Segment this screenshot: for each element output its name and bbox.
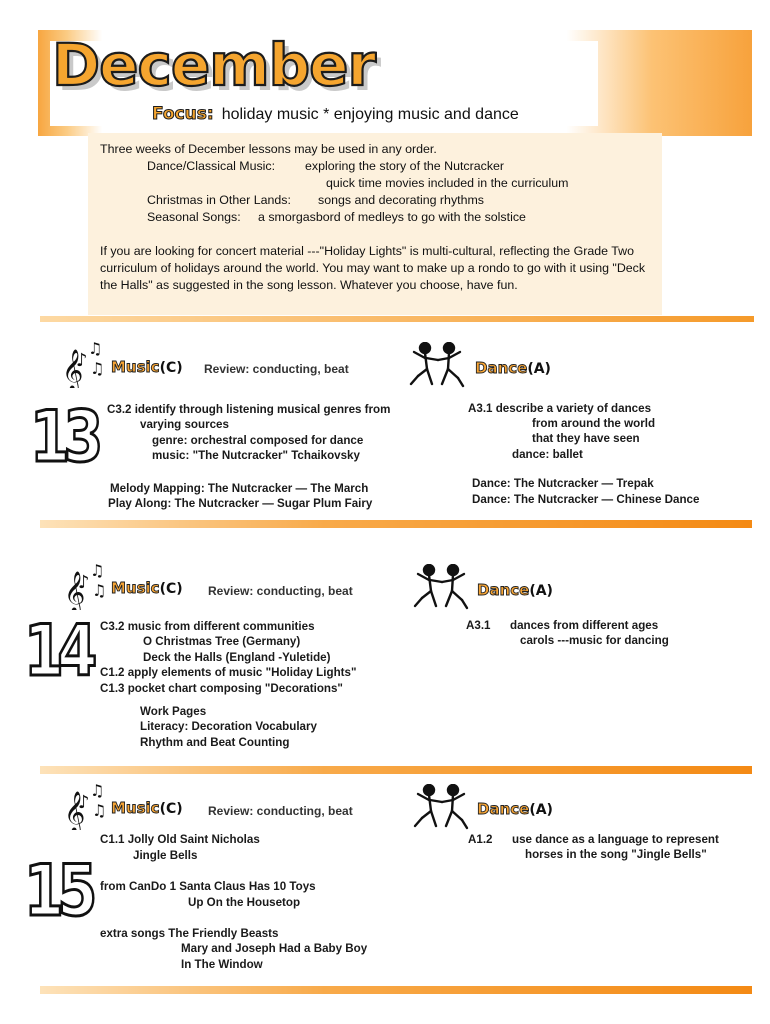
dance-heading xyxy=(475,359,551,377)
dancing-figures-icon xyxy=(408,342,466,388)
music-label: Music xyxy=(111,579,160,597)
divider-bar xyxy=(40,316,754,322)
dance-line: from around the world xyxy=(532,417,656,430)
music-line: Literacy: Decoration Vocabulary xyxy=(140,720,317,733)
music-line: varying sources xyxy=(140,418,229,431)
music-line: Melody Mapping: The Nutcracker — The March xyxy=(110,482,369,495)
intro-line: quick time movies included in the curriculum xyxy=(326,176,569,190)
music-notes-clef-icon xyxy=(60,336,112,388)
music-line: C1.3 pocket chart composing "Decorations" xyxy=(100,682,343,695)
dance-label: Dance xyxy=(477,581,530,599)
music-heading xyxy=(111,579,183,597)
dance-line: A3.1 describe a variety of dances xyxy=(468,402,652,415)
focus-text: holiday music * enjoying music and dance xyxy=(221,106,519,123)
music-line: genre: orchestral composed for dance xyxy=(152,434,364,447)
music-heading xyxy=(111,358,183,376)
intro-line: songs and decorating rhythms xyxy=(318,193,484,207)
dance-line: A1.2 xyxy=(468,833,493,846)
music-notes-clef-icon xyxy=(62,778,114,830)
dance-label: Dance xyxy=(475,359,528,377)
music-line: O Christmas Tree (Germany) xyxy=(143,635,301,648)
dance-line: A3.1 xyxy=(466,619,491,632)
dance-line: Dance: The Nutcracker — Trepak xyxy=(472,477,654,490)
review-text: Review: conducting, beat xyxy=(208,804,353,818)
music-line: Deck the Halls (England -Yuletide) xyxy=(143,651,331,664)
music-line: C1.1 Jolly Old Saint Nicholas xyxy=(100,833,260,846)
dance-line: carols ---music for dancing xyxy=(520,634,669,647)
intro-line: a smorgasbord of medleys to go with the solstice xyxy=(258,210,526,224)
focus-label: Focus: xyxy=(152,104,214,124)
review-text: Review: conducting, beat xyxy=(208,584,353,598)
music-line: C3.2 music from different communities xyxy=(100,620,315,633)
music-line: C1.2 apply elements of music "Holiday Lights" xyxy=(100,666,357,679)
dancing-figures-icon xyxy=(412,784,470,830)
music-line: Jingle Bells xyxy=(133,849,198,862)
dance-line: dance: ballet xyxy=(512,448,583,461)
music-line: Work Pages xyxy=(140,705,207,718)
divider-bar xyxy=(40,520,752,528)
intro-line: Three weeks of December lessons may be used in any order. xyxy=(100,142,437,156)
intro-paragraph: If you are looking for concert material ---"Holiday Lights" is multi-cultural, reflecting the Grade Two curriculum of holidays around the world. You may want to make up a rondo to go with it using "Deck the Halls" as suggested in the song lesson. Whatever you choose, have fun. xyxy=(100,244,646,292)
music-grade: (C) xyxy=(159,360,183,376)
dance-grade: (A) xyxy=(527,361,551,377)
music-line: Up On the Housetop xyxy=(188,896,301,909)
intro-line-label: Dance/Classical Music: xyxy=(147,159,276,173)
intro-line-label: Seasonal Songs: xyxy=(147,210,241,224)
music-heading xyxy=(111,799,183,817)
music-line: Play Along: The Nutcracker — Sugar Plum Fairy xyxy=(108,497,373,510)
dance-heading xyxy=(477,800,553,818)
week-number: 15 xyxy=(24,850,91,932)
dance-grade: (A) xyxy=(529,583,553,599)
music-grade: (C) xyxy=(159,801,183,817)
dance-line: horses in the song "Jingle Bells" xyxy=(525,848,707,861)
dance-line: Dance: The Nutcracker — Chinese Dance xyxy=(472,493,700,506)
music-line: In The Window xyxy=(181,958,263,971)
music-line: Rhythm and Beat Counting xyxy=(140,736,290,749)
dance-heading xyxy=(477,581,553,599)
intro-line-label: Christmas in Other Lands: xyxy=(147,193,291,207)
page-title: December xyxy=(52,31,376,99)
dance-grade: (A) xyxy=(529,802,553,818)
music-grade: (C) xyxy=(159,581,183,597)
music-line: from CanDo 1 Santa Claus Has 10 Toys xyxy=(100,880,316,893)
dance-line: that they have seen xyxy=(532,432,640,445)
dance-line: dances from different ages xyxy=(510,619,659,632)
divider-bar xyxy=(40,986,752,994)
music-notes-clef-icon xyxy=(62,558,114,610)
music-label: Music xyxy=(111,799,160,817)
dancing-figures-icon xyxy=(412,564,470,610)
music-label: Music xyxy=(111,358,160,376)
divider-bar xyxy=(40,766,752,774)
focus-line xyxy=(152,104,519,124)
music-line: C3.2 identify through listening musical genres from xyxy=(107,403,391,416)
week-number: 13 xyxy=(30,396,97,478)
week-number: 14 xyxy=(24,610,91,692)
music-line: extra songs The Friendly Beasts xyxy=(100,927,279,940)
intro-line: exploring the story of the Nutcracker xyxy=(305,159,505,173)
dance-line: use dance as a language to represent xyxy=(512,833,719,846)
music-line: music: "The Nutcracker" Tchaikovsky xyxy=(152,449,360,462)
music-line: Mary and Joseph Had a Baby Boy xyxy=(181,942,368,955)
review-text: Review: conducting, beat xyxy=(204,362,349,376)
dance-label: Dance xyxy=(477,800,530,818)
